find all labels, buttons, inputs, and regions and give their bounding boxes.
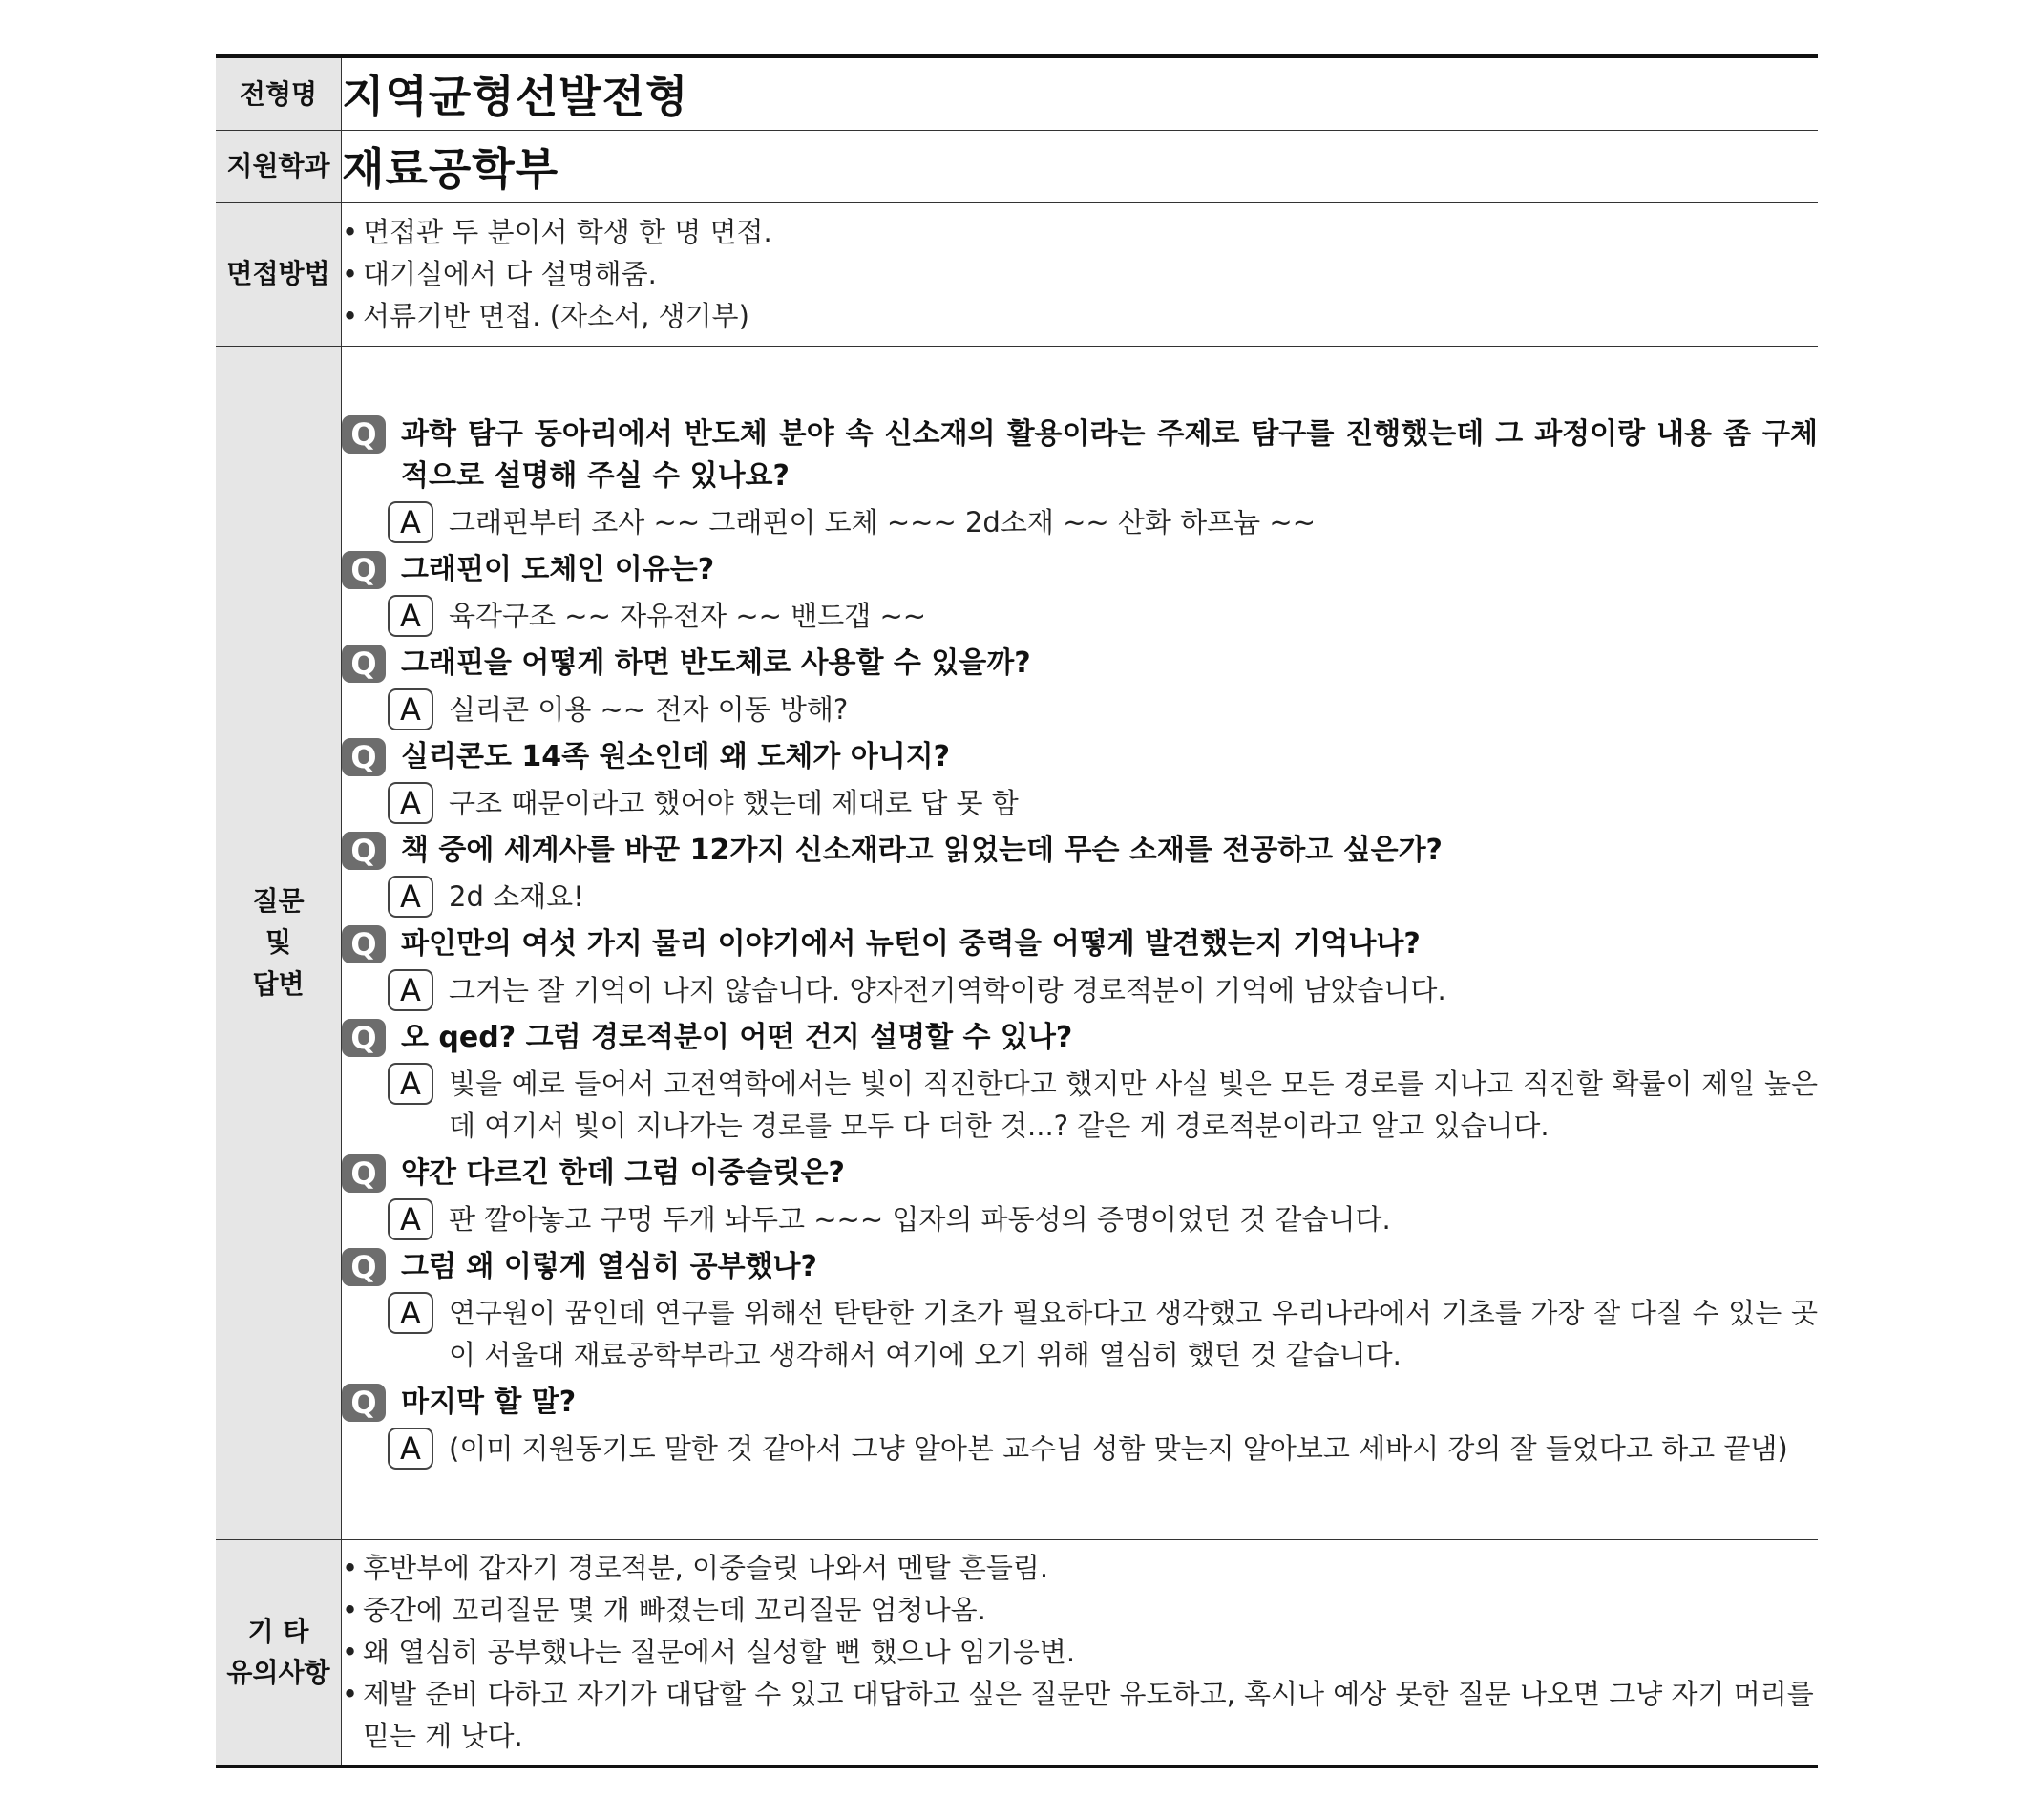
question-badge: Q: [342, 1384, 386, 1422]
label-department: 지원학과: [216, 130, 342, 202]
answer: [388, 1428, 1818, 1470]
question-text: 마지막 할 말?: [401, 1386, 577, 1419]
answer-badge: A: [388, 1292, 433, 1334]
answer-badge: A: [388, 876, 433, 918]
qa-list: [342, 346, 1819, 1539]
answer-text: 실리콘 이용 ~~ 전자 이동 방해?: [449, 693, 849, 726]
note-item: • 후반부에 갑자기 경로적분, 이중슬릿 나와서 멘탈 흔들림.: [342, 1547, 1818, 1589]
row-notes: [216, 1539, 1818, 1767]
answer-text: 육각구조 ~~ 자유전자 ~~ 밴드갭 ~~: [449, 600, 927, 632]
answer-badge: A: [388, 969, 433, 1011]
question-text: 오 qed? 그럼 경로적분이 어떤 건지 설명할 수 있나?: [401, 1021, 1073, 1054]
question-text: 그래핀이 도체인 이유는?: [401, 553, 715, 586]
label-line: 질문: [252, 884, 305, 917]
question-badge: Q: [342, 832, 386, 870]
notes-list: [342, 1539, 1819, 1767]
answer-badge: A: [388, 501, 433, 543]
question-text: 책 중에 세계사를 바꾼 12가지 신소재라고 읽었는데 무슨 소재를 전공하고 싶은가?: [401, 834, 1443, 867]
row-department: [216, 130, 1818, 202]
label-admission-type: 전형명: [216, 56, 342, 130]
answer-text: 연구원이 꿈인데 연구를 위해선 탄탄한 기초가 필요하다고 생각했고 우리나라에서 기초를 가장 잘 다질 수 있는 곳이 서울대 재료공학부라고 생각해서 여기에 오기 위해 열심히 했던 것 같습니다.: [449, 1297, 1818, 1371]
label-line: 유의사항: [226, 1657, 330, 1689]
method-item: • 서류기반 면접. (자소서, 생기부): [342, 295, 1818, 337]
question: [342, 1153, 1818, 1195]
answer-text: 그거는 잘 기억이 나지 않습니다. 양자전기역학이랑 경로적분이 기억에 남았습니다.: [449, 974, 1446, 1006]
answer-text: 판 깔아놓고 구멍 두개 놔두고 ~~~ 입자의 파동성의 증명이었던 것 같습니다.: [449, 1203, 1391, 1236]
answer-badge: A: [388, 688, 433, 730]
interview-record-table: [216, 54, 1818, 1768]
answer: [388, 1063, 1818, 1147]
answer-badge: A: [388, 1198, 433, 1240]
answer: [388, 688, 1818, 730]
label-line: 기 타: [247, 1615, 309, 1647]
row-admission-type: [216, 56, 1818, 130]
question-text: 실리콘도 14족 원소인데 왜 도체가 아니지?: [401, 740, 951, 773]
question-badge: Q: [342, 551, 386, 589]
question-badge: Q: [342, 645, 386, 683]
question: [342, 643, 1818, 685]
question: [342, 736, 1818, 778]
answer: [388, 501, 1818, 543]
question-badge: Q: [342, 738, 386, 776]
question-text: 약간 다르긴 한데 그럼 이중슬릿은?: [401, 1156, 845, 1190]
answer: [388, 876, 1818, 918]
answer-badge: A: [388, 782, 433, 824]
question-badge: Q: [342, 1248, 386, 1286]
answer: [388, 1292, 1818, 1376]
question-text: 과학 탐구 동아리에서 반도체 분야 속 신소재의 활용이라는 주제로 탐구를 진행했는데 그 과정이랑 내용 좀 구체적으로 설명해 주실 수 있나요?: [401, 417, 1818, 493]
question: [342, 413, 1818, 497]
question-text: 파인만의 여섯 가지 물리 이야기에서 뉴턴이 중력을 어떻게 발견했는지 기억나나?: [401, 927, 1421, 961]
question-badge: Q: [342, 1019, 386, 1057]
answer-text: 빛을 예로 들어서 고전역학에서는 빛이 직진한다고 했지만 사실 빛은 모든 경로를 지나고 직진할 확률이 제일 높은데 여기서 빛이 지나가는 경로를 모두 다 더한 것...? 같은 게 경로적분이라고 알고 있습니다.: [449, 1068, 1818, 1142]
row-questions-answers: [216, 346, 1818, 1539]
question: [342, 1017, 1818, 1059]
question: [342, 1382, 1818, 1424]
label-line: 답변: [252, 967, 305, 1000]
question-badge: Q: [342, 415, 386, 454]
label-notes: [216, 1539, 342, 1767]
label-line: 및: [264, 926, 292, 959]
question-badge: Q: [342, 925, 386, 963]
answer-badge: A: [388, 595, 433, 637]
note-item: • 제발 준비 다하고 자기가 대답할 수 있고 대답하고 싶은 질문만 유도하고, 혹시나 예상 못한 질문 나오면 그냥 자기 머리를 믿는 게 낫다.: [342, 1673, 1818, 1757]
label-questions-answers: [216, 346, 342, 1539]
question: [342, 830, 1818, 872]
answer: [388, 969, 1818, 1011]
question-badge: Q: [342, 1154, 386, 1193]
admission-type-value: 지역균형선발전형: [342, 71, 689, 123]
row-interview-method: [216, 202, 1818, 346]
answer-text: 구조 때문이라고 했어야 했는데 제대로 답 못 함: [449, 787, 1019, 819]
answer-text: (이미 지원동기도 말한 것 같아서 그냥 알아본 교수님 성함 맞는지 알아보고 세바시 강의 잘 들었다고 하고 끝냄): [449, 1432, 1788, 1465]
question-text: 그래핀을 어떻게 하면 반도체로 사용할 수 있을까?: [401, 646, 1031, 680]
note-item: • 중간에 꼬리질문 몇 개 빠졌는데 꼬리질문 엄청나옴.: [342, 1589, 1818, 1631]
department-value: 재료공학부: [342, 143, 559, 195]
answer-text: 그래핀부터 조사 ~~ 그래핀이 도체 ~~~ 2d소재 ~~ 산화 하프늄 ~~: [449, 506, 1317, 539]
question: [342, 1246, 1818, 1288]
answer-badge: A: [388, 1428, 433, 1470]
question: [342, 923, 1818, 965]
answer: [388, 595, 1818, 637]
interview-method-list: [342, 202, 1819, 346]
answer: [388, 1198, 1818, 1240]
method-item: • 면접관 두 분이서 학생 한 명 면접.: [342, 211, 1818, 253]
answer-badge: A: [388, 1063, 433, 1105]
answer-text: 2d 소재요!: [449, 880, 584, 913]
method-item: • 대기실에서 다 설명해줌.: [342, 253, 1818, 295]
question: [342, 549, 1818, 591]
answer: [388, 782, 1818, 824]
note-item: • 왜 열심히 공부했나는 질문에서 실성할 뻔 했으나 임기응변.: [342, 1631, 1818, 1673]
label-interview-method: 면접방법: [216, 202, 342, 346]
question-text: 그럼 왜 이렇게 열심히 공부했나?: [401, 1250, 817, 1283]
